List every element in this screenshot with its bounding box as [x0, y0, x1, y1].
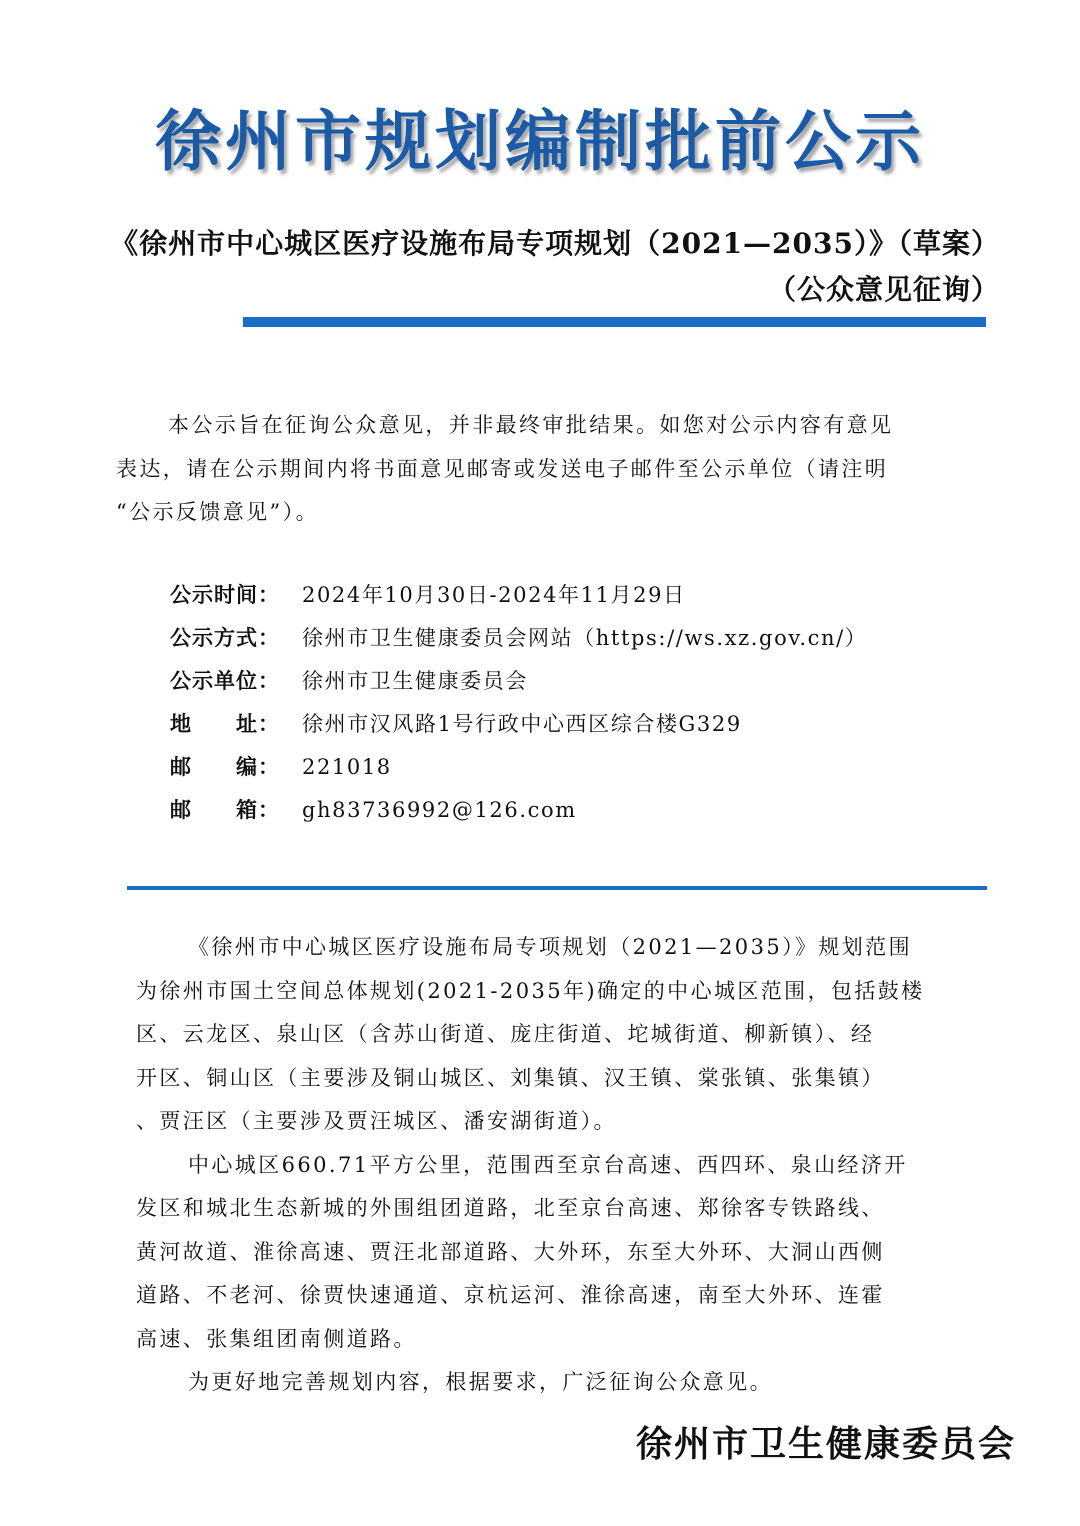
- info-value: 2024年10月30日-2024年11月29日: [302, 583, 686, 607]
- info-row-time: [170, 574, 867, 617]
- area-line: 高速、张集组团南侧道路。: [136, 1326, 417, 1351]
- info-key: 公示时间：: [170, 583, 280, 607]
- info-value: 221018: [302, 755, 392, 779]
- section-divider: [127, 886, 987, 890]
- area-line: 发区和城北生态新城的外围组团道路，北至京台高速、郑徐客专铁路线、: [136, 1196, 885, 1220]
- area-line: 道路、不老河、徐贾快速通道、京杭运河、淮徐高速，南至大外环、连霍: [136, 1283, 885, 1307]
- scope-line: 开区、铜山区（主要涉及铜山城区、刘集镇、汉王镇、棠张镇、张集镇）: [136, 1065, 885, 1090]
- closing-line: 为更好地完善规划内容，根据要求，广泛征询公众意见。: [188, 1370, 773, 1394]
- scope-line: 《徐州市中心城区医疗设施布局专项规划（2021—2035）》规划范围: [188, 935, 912, 959]
- info-row-email: [170, 789, 867, 832]
- page-title: 徐州市规划编制批前公示: [155, 103, 925, 180]
- info-key: 公示方式：: [170, 626, 280, 650]
- info-value: 徐州市汉风路1号行政中心西区综合楼G329: [302, 712, 742, 736]
- scope-line: 区、云龙区、泉山区（含苏山街道、庞庄街道、坨城街道、柳新镇）、经: [136, 1022, 875, 1046]
- notice-info: [170, 574, 867, 832]
- intro-line: 本公示旨在征询公众意见，并非最终审批结果。如您对公示内容有意见: [168, 413, 894, 437]
- intro-paragraph: [116, 404, 893, 535]
- header-divider: [243, 317, 986, 327]
- scope-section: [136, 926, 925, 1405]
- signature: 徐州市卫生健康委员会: [635, 1424, 1016, 1465]
- area-line: 中心城区660.71平方公里，范围西至京台高速、西四环、泉山经济开: [188, 1152, 908, 1177]
- info-key: 邮 箱：: [170, 798, 280, 822]
- scope-line: 为徐州市国土空间总体规划(2021-2035年)确定的中心城区范围，包括鼓楼: [136, 978, 925, 1003]
- info-key: 邮 编：: [170, 755, 280, 779]
- intro-line: “公示反馈意见”）。: [116, 500, 319, 524]
- intro-line: 表达，请在公示期间内将书面意见邮寄或发送电子邮件至公示单位（请注明: [116, 456, 889, 481]
- plan-name: 《徐州市中心城区医疗设施布局专项规划（2021—2035）》（草案）: [110, 227, 1000, 260]
- info-row-method: [170, 617, 867, 660]
- plan-purpose: （公众意见征询）: [767, 273, 1000, 306]
- email-value: gh83736992@126.com: [302, 798, 577, 822]
- info-key: 地 址：: [170, 712, 280, 736]
- area-line: 黄河故道、淮徐高速、贾汪北部道路、大外环，东至大外环、大洞山西侧: [136, 1239, 885, 1264]
- info-key: 公示单位：: [170, 669, 280, 693]
- info-value: 徐州市卫生健康委员会网站（https://ws.xz.gov.cn/）: [302, 626, 868, 650]
- info-row-unit: [170, 660, 867, 703]
- info-value: 徐州市卫生健康委员会: [302, 669, 528, 693]
- scope-line: 、贾汪区（主要涉及贾汪城区、潘安湖街道）。: [136, 1109, 617, 1133]
- info-row-postcode: [170, 746, 867, 789]
- info-row-address: [170, 703, 867, 746]
